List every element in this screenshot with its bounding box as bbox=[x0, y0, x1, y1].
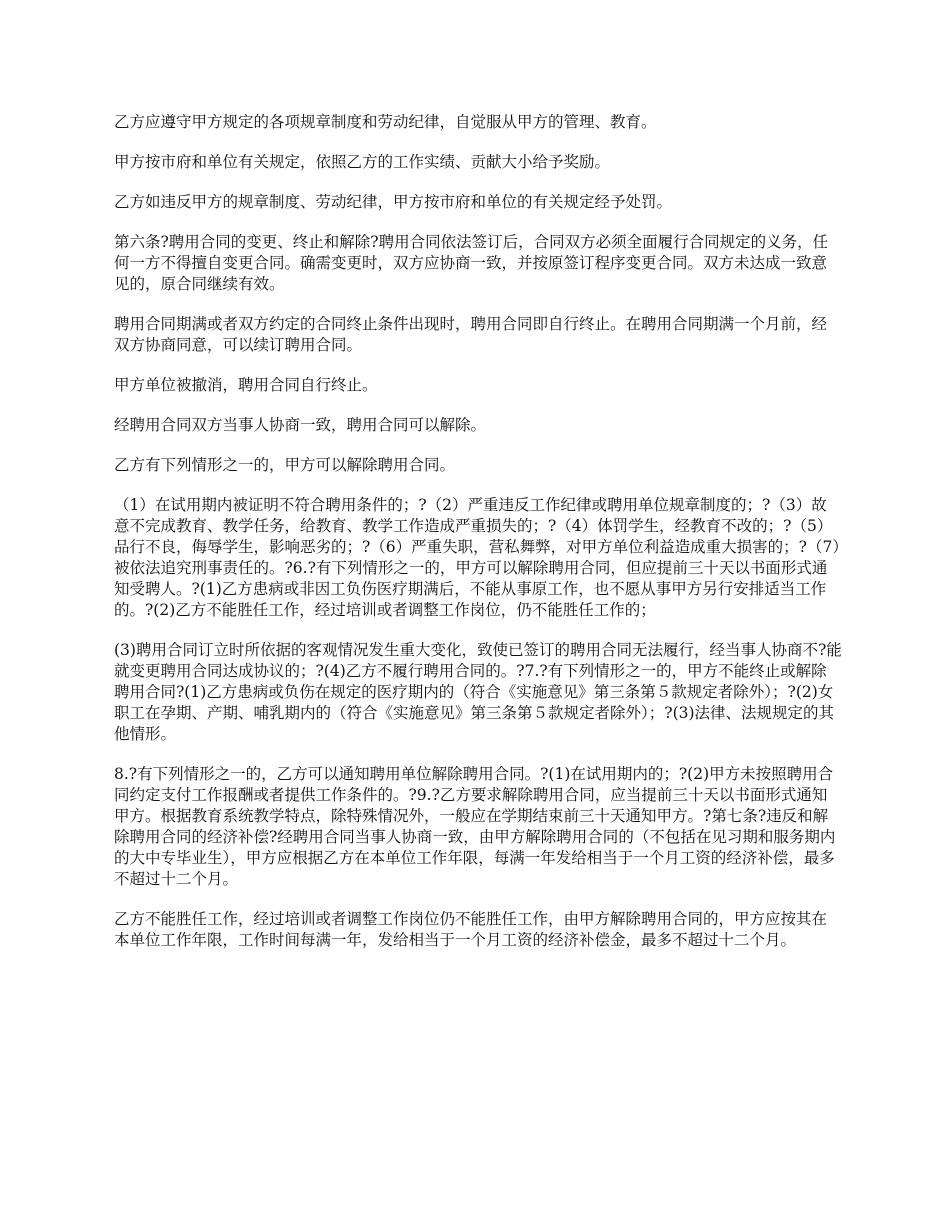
document-page bbox=[114, 112, 842, 970]
paragraph-reward: 甲方按市府和单位有关规定，依照乙方的工作实绩、贡献大小给予奖励。 bbox=[114, 153, 611, 171]
paragraph-penalty: 乙方如违反甲方的规章制度、劳动纪律，甲方按市府和单位的有关规定经予处罚。 bbox=[114, 193, 673, 211]
paragraph-mutual-termination: 经聘用合同双方当事人协商一致，聘用合同可以解除。 bbox=[114, 416, 487, 434]
paragraph-article-7: 8.?有下列情形之一的，乙方可以通知聘用单位解除聘用合同。?(1)在试用期内的；?(2)甲方未按照聘用合同约定支付工作报酬或者提供工作条件的。?9.?乙方要求解除聘用合同，应当提前三十天以书面形式通知甲方。根据教育系统教学特点，除特殊情况外，一般应在学期结束前三十天通知甲方。?第七条?违反和解除聘用合同的经济补偿?经聘用合同当事人协商一致，由甲方解除聘用合同的（不包括在见习期和服务期内的大中专毕业生），甲方应根据乙方在本单位工作年限，每满一年发给相当于一个月工资的经济补偿，最多不超过十二个月。 bbox=[114, 765, 836, 888]
paragraph-termination-list: （1）在试用期内被证明不符合聘用条件的；?（2）严重违反工作纪律或聘用单位规章制度的；?（3）故意不完成教育、教学任务，给教育、教学工作造成严重损失的；?（4）体罚学生，经教育不改的；?（5）品行不良，侮辱学生，影响恶劣的；?（6）严重失职，营私舞弊，对甲方单位利益造成重大损害的；?（7）被依法追究刑事责任的。?6.?有下列情形之一的，甲方可以解除聘用合同，但应提前三十天以书面形式通知受聘人。?(1)乙方患病或非因工负伤医疗期满后，不能从事原工作，也不愿从事甲方另行安排适当工作的。?(2)乙方不能胜任工作，经过培训或者调整工作岗位，仍不能胜任工作的； bbox=[114, 496, 841, 619]
paragraph-discipline: 乙方应遵守甲方规定的各项规章制度和劳动纪律，自觉服从甲方的管理、教育。 bbox=[114, 113, 657, 131]
paragraph-unit-revoked: 甲方单位被撤消，聘用合同自行终止。 bbox=[114, 376, 378, 394]
paragraph-circumstance-change: (3)聘用合同订立时所依据的客观情况发生重大变化，致使已签订的聘用合同无法履行，经当事人协商不?能就变更聘用合同达成协议的；?(4)乙方不履行聘用合同的。?7.?有下列情形之一的，甲方不能终止或解除聘用合同?(1)乙方患病或负伤在规定的医疗期内的（符合《实施意见》第三条第５款规定者除外）；?(2)女职工在孕期、产期、哺乳期内的（符合《实施意见》第三条第５款规定者除外）；?(3)法律、法规规定的其他情形。 bbox=[114, 641, 842, 743]
paragraph-article-6: 第六条?聘用合同的变更、终止和解除?聘用合同依法签订后，合同双方必须全面履行合同规定的义务，任何一方不得擅自变更合同。确需变更时，双方应协商一致，并按原签订程序变更合同。双方未达成一致意见的，原合同继续有效。 bbox=[114, 233, 829, 293]
paragraph-termination-conditions: 乙方有下列情形之一的，甲方可以解除聘用合同。 bbox=[114, 456, 456, 474]
paragraph-contract-expiry: 聘用合同期满或者双方约定的合同终止条件出现时，聘用合同即自行终止。在聘用合同期满一个月前，经双方协商同意，可以续订聘用合同。 bbox=[114, 315, 828, 354]
paragraph-compensation: 乙方不能胜任工作，经过培训或者调整工作岗位仍不能胜任工作，由甲方解除聘用合同的，甲方应按其在本单位工作年限，工作时间每满一年，发给相当于一个月工资的经济补偿金，最多不超过十二个月。 bbox=[114, 910, 828, 949]
